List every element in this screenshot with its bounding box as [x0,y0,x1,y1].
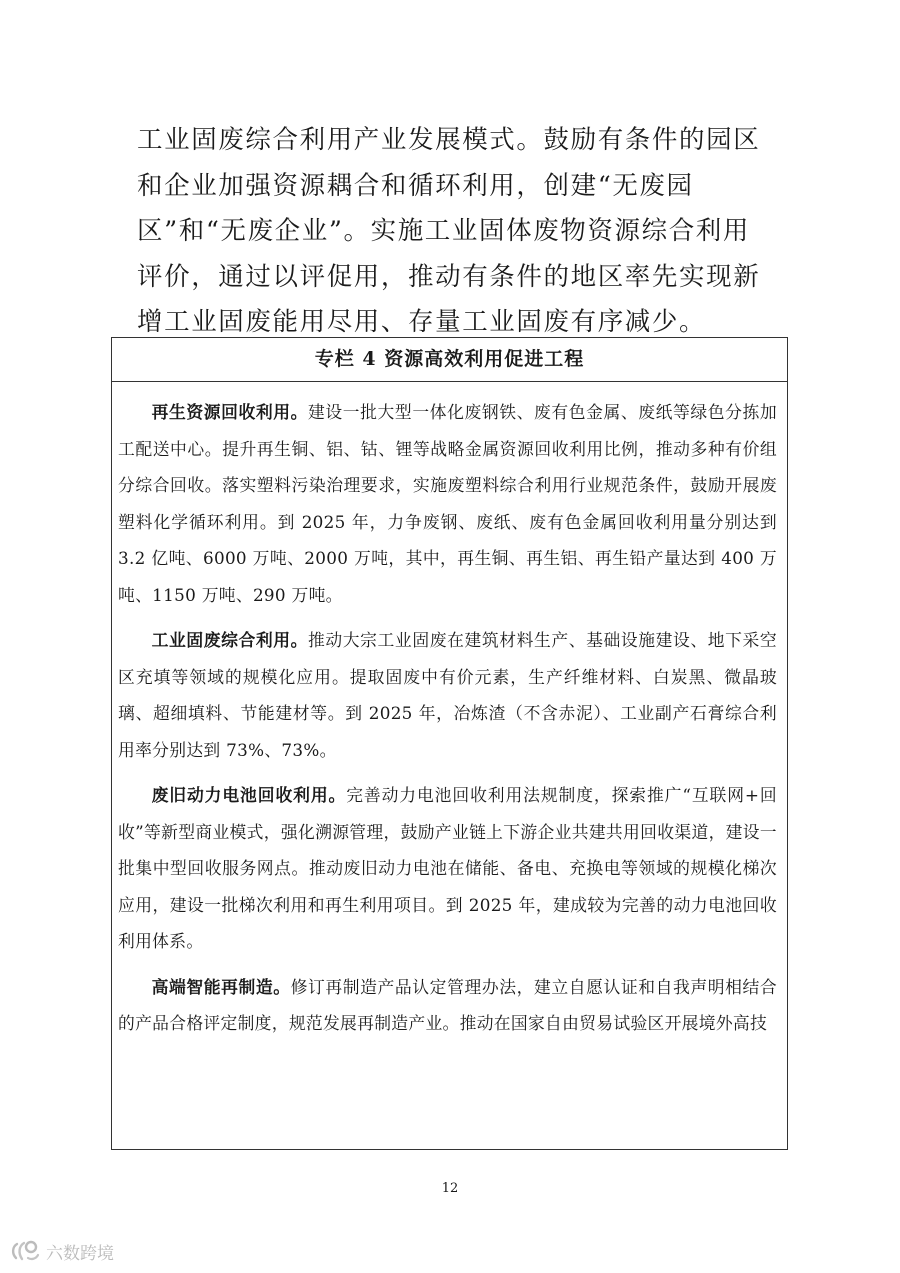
section-heading: 高端智能再制造。 [151,976,291,997]
section-recycling [118,394,777,613]
box-title: 专栏 4 资源高效利用促进工程 [112,338,787,382]
section-heading: 再生资源回收利用。 [151,402,309,422]
watermark [10,1238,114,1264]
section-text: 推动大宗工业固废在建筑材料生产、基础设施建设、地下采空区充填等领域的规模化应用。提取固废中有价元素，生产纤维材料、白炭黑、微晶玻璃、超细填料、节能建材等。到 2025 年，冶炼渣（不含赤泥）、工业副产石膏综合利用率分别达到 73%、73%。 [118,630,778,760]
section-text: 建设一批大型一体化废钢铁、废有色金属、废纸等绿色分拣加工配送中心。提升再生铜、铝、钴、锂等战略金属资源回收利用比例，推动多种有价组分综合回收。落实塑料污染治理要求，实施废塑料综合利用行业规范条件，鼓励开展废塑料化学循环利用。到 2025 年，力争废钢、废纸、废有色金属回收利用量分别达到 3.2 亿吨、6000 万吨、2000 万吨，其中，再生铜、再生铝、再生铅产量达到 400 万吨、1150 万吨、290 万吨。 [118,402,778,605]
section-industrial-waste [118,622,777,768]
section-heading: 废旧动力电池回收利用。 [151,785,347,805]
section-remanufacturing [118,969,777,1042]
column-box [111,337,788,1150]
section-text: 完善动力电池回收利用法规制度，探索推广“互联网+回收”等新型商业模式，强化溯源管理，鼓励产业链上下游企业共建共用回收渠道，建设一批集中型回收服务网点。推动废旧动力电池在储能、备电、充换电等领域的规模化梯次应用，建设一批梯次利用和再生利用项目。到 2025 年，建成较为完善的动力电池回收利用体系。 [118,785,777,951]
section-text: 修订再制造产品认定管理办法，建立自愿认证和自我声明相结合的产品合格评定制度，规范发展再制造产业。推动在国家自由贸易试验区开展境外高技 [118,976,777,1033]
section-heading: 工业固废综合利用。 [151,630,309,650]
intro-paragraph: 工业固废综合利用产业发展模式。鼓励有条件的园区和企业加强资源耦合和循环利用，创建“无废园区”和“无废企业”。实施工业固体废物资源综合利用评价，通过以评促用，推动有条件的地区率先实现新增工业固废能用尽用、存量工业固废有序减少。 [137,125,761,337]
box-body [112,382,787,1042]
section-battery-recycling [118,777,777,960]
brand-logo-icon [10,1238,40,1264]
page-number: 12 [441,1181,459,1196]
watermark-text: 六数跨境 [46,1243,114,1264]
